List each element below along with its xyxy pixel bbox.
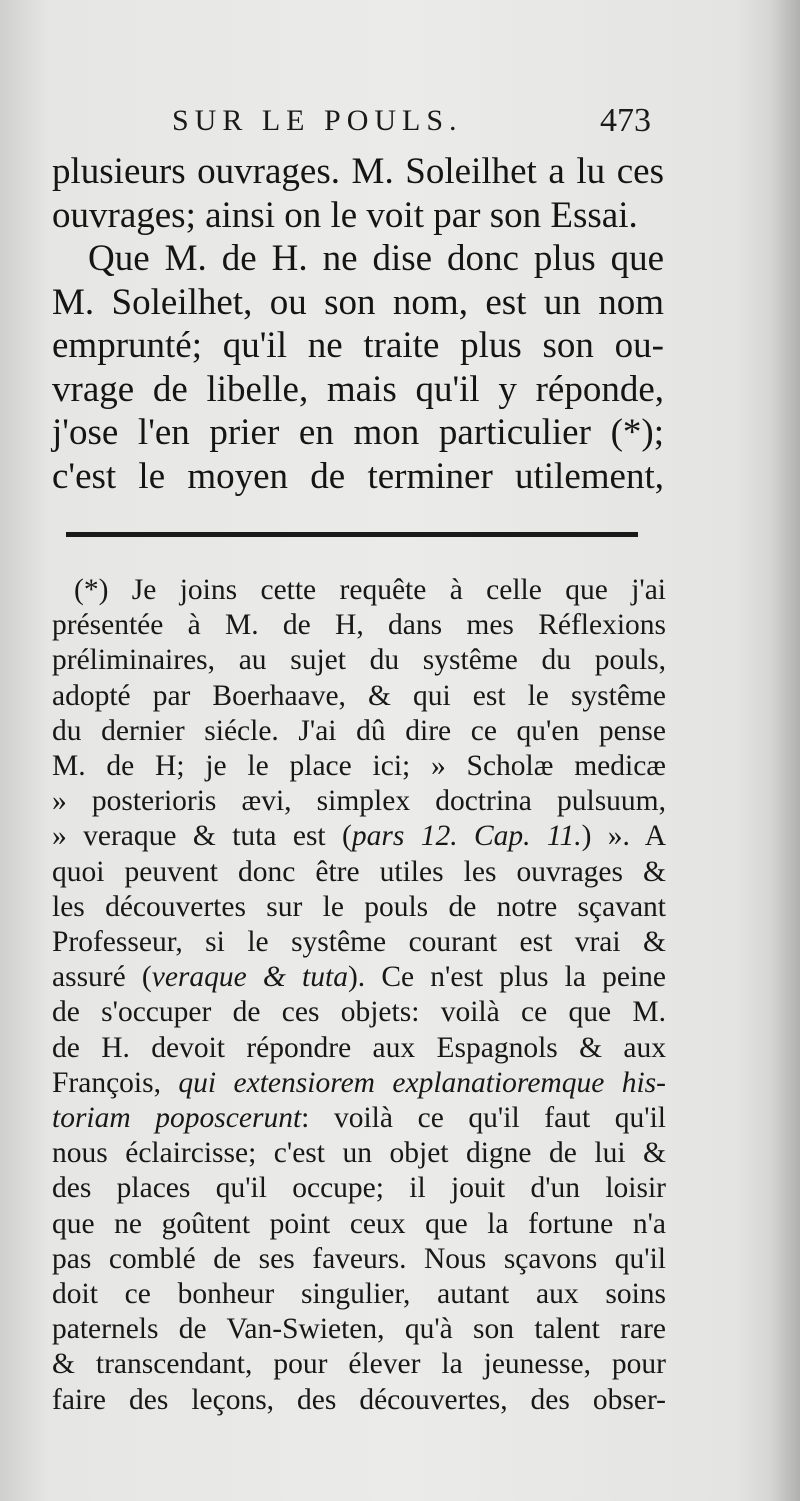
footnote-line: de H. devoit répondre aux Espagnols & aux	[52, 1031, 666, 1064]
footnote-line	[52, 1066, 666, 1101]
footnote-line: les découvertes sur le pouls de notre sçavant	[52, 890, 666, 923]
footnote-latin-quote: veraque & tuta	[151, 961, 348, 994]
footnote-line: des places qu'il occupe; il jouit d'un loisir	[52, 1172, 666, 1205]
running-title: SUR LE POULS.	[172, 104, 463, 137]
footnote-line-text: assuré (	[52, 961, 152, 994]
main-text-line: ouvrages; ainsi on le voit par son Essai.	[52, 194, 638, 236]
footnote-line-text: » veraque & tuta est (	[52, 820, 352, 853]
footnote-line: paternels de Van-Swieten, qu'à son talent rare	[52, 1313, 666, 1346]
main-text-line: emprunté; qu'il ne traite plus son ou-	[52, 325, 664, 366]
footnote-line	[52, 1101, 666, 1136]
footnote-divider	[66, 532, 638, 537]
footnote-line: pas comblé de ses faveurs. Nous sçavons qu'il	[52, 1242, 666, 1275]
main-text-line: vrage de libelle, mais qu'il y réponde,	[52, 368, 664, 410]
footnote-line: » posterioris ævi, simplex doctrina pulsuum,	[52, 785, 666, 818]
footnote-line-text: François,	[52, 1066, 161, 1099]
footnote-latin-quote: toriam poposcerunt	[52, 1102, 302, 1135]
footnote-line: doit ce bonheur singulier, autant aux soins	[52, 1278, 666, 1311]
footnote	[52, 573, 666, 1418]
main-text-line: Que M. de H. ne dise donc plus que	[88, 238, 664, 279]
footnote-line	[52, 960, 666, 995]
footnote-line: (*) Je joins cette requête à celle que j'ai	[74, 574, 666, 606]
footnote-line: de s'occuper de ces objets: voilà ce que M.	[52, 996, 666, 1029]
footnote-line: présentée à M. de H, dans mes Réflexions	[52, 609, 666, 642]
footnote-line: nous éclaircisse; c'est un objet digne de lui &	[52, 1137, 666, 1170]
page-edge-shadow	[770, 0, 800, 1501]
footnote-line: faire des leçons, des découvertes, des obser-	[52, 1383, 666, 1416]
footnote-line-text: : voilà ce qu'il faut qu'il	[301, 1102, 666, 1135]
footnote-line: du dernier siécle. J'ai dû dire ce qu'en pense	[52, 714, 666, 747]
main-text-line: j'ose l'en prier en mon particulier (*);	[52, 412, 664, 453]
footnote-line	[52, 819, 666, 854]
main-text-line: c'est le moyen de terminer utilement,	[52, 455, 664, 497]
footnote-line-text: ) ». A	[581, 820, 666, 853]
footnote-line: que ne goûtent point ceux que la fortune n'a	[52, 1207, 666, 1240]
footnote-citation: pars 12. Cap. 11.	[351, 820, 582, 853]
footnote-line: quoi peuvent donc être utiles les ouvrages &	[52, 855, 666, 888]
footnote-line: & transcendant, pour élever la jeunesse, pour	[52, 1348, 666, 1381]
main-text	[52, 150, 664, 498]
footnote-line-text: ). Ce n'est plus la peine	[347, 961, 667, 994]
page-header	[0, 100, 800, 148]
main-text-line: M. Soleilhet, ou son nom, est un nom	[52, 281, 664, 323]
page-number: 473	[600, 102, 651, 139]
footnote-latin-quote: qui extensiorem explanatioremque his-	[178, 1066, 666, 1099]
footnote-line: préliminaires, au sujet du systême du pouls,	[52, 644, 666, 677]
main-text-line: plusieurs ouvrages. M. Soleilhet a lu ces	[52, 151, 664, 192]
footnote-line: adopté par Boerhaave, & qui est le systême	[52, 679, 666, 712]
footnote-line: Professeur, si le systême courant est vrai &	[52, 926, 666, 959]
footnote-line: M. de H; je le place ici; » Scholæ medicæ	[52, 750, 666, 783]
